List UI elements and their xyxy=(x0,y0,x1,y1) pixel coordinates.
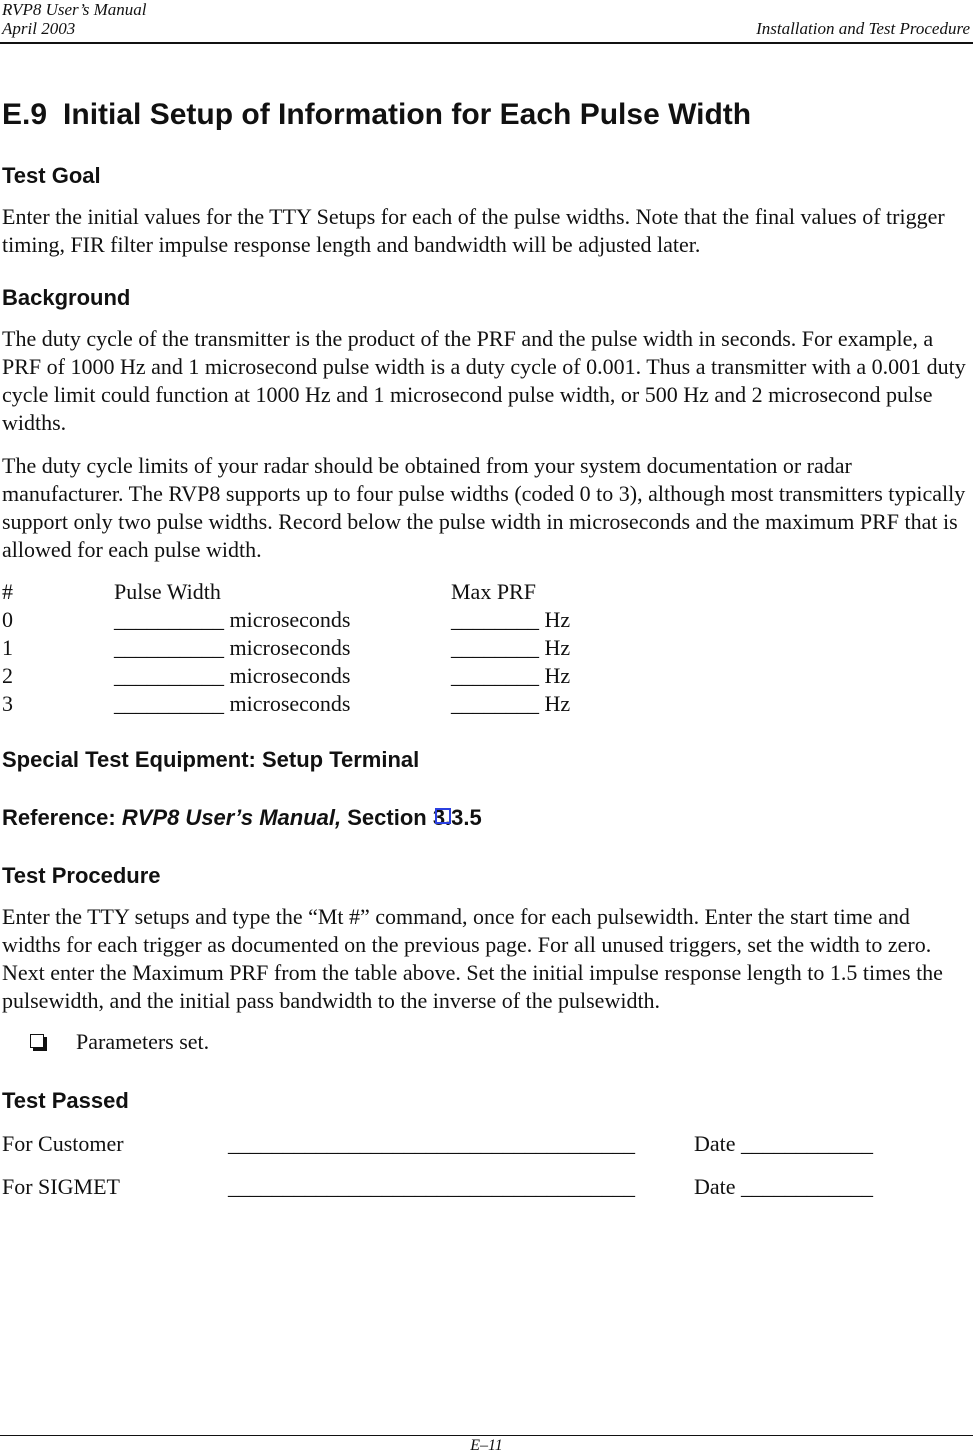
test-goal-text: Enter the initial values for the TTY Setups for each of the pulse widths. Note that the final values of trigger timing, FIR filter impulse response length and bandwidth will be adjusted later. xyxy=(2,204,945,257)
reference-heading xyxy=(2,805,972,831)
max-prf-blank: ________ Hz xyxy=(451,607,571,632)
table-row xyxy=(2,662,702,690)
signature-row-customer xyxy=(2,1130,972,1158)
background-heading: Background xyxy=(2,285,131,310)
checkbox-icon[interactable] xyxy=(30,1034,44,1048)
section-title-text: Initial Setup of Information for Each Pulse Width xyxy=(63,98,752,131)
procedure-heading: Test Procedure xyxy=(2,863,161,888)
test-passed-heading: Test Passed xyxy=(2,1088,129,1113)
background-paragraph-1: The duty cycle of the transmitter is the product of the PRF and the pulse width in seconds. For example, a PRF of 1000 Hz and 1 microsecond pulse width is a duty cycle of 0.001. Thus a transmitter with a 0.001 duty cycle limit could function at 1000 Hz and 1 microsecond pulse width, or 500 Hz and 2 microsecond pulse widths. xyxy=(2,326,966,435)
row-index: 3 xyxy=(2,691,13,716)
equipment-heading: Special Test Equipment: Setup Terminal xyxy=(2,747,420,772)
table-header-pulse-width: Pulse Width xyxy=(114,579,221,604)
background-paragraph-2: The duty cycle limits of your radar should be obtained from your system documentation or radar manufacturer. The RVP8 supports up to four pulse widths (coded 0 to 3), although most transmitters typically support only two pulse widths. Record below the pulse width in microseconds and the maximum PRF that is allowed for each pulse width. xyxy=(2,453,966,562)
section-title xyxy=(2,96,972,134)
header-date: April 2003 xyxy=(2,19,76,38)
pulse-width-blank: __________ microseconds xyxy=(114,663,351,688)
reference-section xyxy=(347,805,482,830)
parameters-checklist-item xyxy=(2,1028,972,1056)
reference-section-text: Section 3.3.5 xyxy=(347,805,482,830)
reference-title: RVP8 User’s Manual, xyxy=(121,805,342,830)
row-index: 2 xyxy=(2,663,13,688)
signature-line: _____________________________________ xyxy=(228,1174,635,1199)
max-prf-blank: ________ Hz xyxy=(451,635,571,660)
signature-row-sigmet xyxy=(2,1173,972,1201)
procedure-text: Enter the TTY setups and type the “Mt #” command, once for each pulsewidth. Enter the start time and widths for each trigger as documented on the previous page. For all unused triggers, set the width to zero. Next enter the Maximum PRF from the table above. Set the initial impulse response length to 1.5 times the pulsewidth, and the initial pass bandwidth to the inverse of the pulsewidth. xyxy=(2,904,943,1013)
max-prf-blank: ________ Hz xyxy=(451,691,571,716)
signature-party: For Customer xyxy=(2,1131,124,1156)
row-index: 1 xyxy=(2,635,13,660)
pulse-width-blank: __________ microseconds xyxy=(114,635,351,660)
header-rule xyxy=(0,42,973,44)
selection-marker-icon[interactable] xyxy=(435,808,451,824)
footer-page-number: E–11 xyxy=(470,1437,503,1454)
table-row xyxy=(2,690,702,718)
table-header-row xyxy=(2,578,702,606)
header-manual-title: RVP8 User’s Manual xyxy=(2,0,147,19)
signature-party: For SIGMET xyxy=(2,1174,120,1199)
reference-label: Reference: xyxy=(2,805,116,830)
page-content xyxy=(2,96,972,1216)
section-number: E.9 xyxy=(2,98,48,131)
signature-date: Date ____________ xyxy=(694,1174,874,1199)
pulse-width-table xyxy=(2,578,972,718)
footer-rule xyxy=(0,1435,973,1436)
header-chapter: Installation and Test Procedure xyxy=(756,19,970,38)
test-goal-heading: Test Goal xyxy=(2,163,101,188)
table-row xyxy=(2,634,702,662)
signature-date: Date ____________ xyxy=(694,1131,874,1156)
max-prf-blank: ________ Hz xyxy=(451,663,571,688)
row-index: 0 xyxy=(2,607,13,632)
signature-line: _____________________________________ xyxy=(228,1131,635,1156)
table-header-max-prf: Max PRF xyxy=(451,579,536,604)
pulse-width-blank: __________ microseconds xyxy=(114,691,351,716)
header-manual-info xyxy=(2,0,147,38)
pulse-width-blank: __________ microseconds xyxy=(114,607,351,632)
checkbox-label: Parameters set. xyxy=(76,1029,210,1054)
table-header-number: # xyxy=(2,579,13,604)
table-row xyxy=(2,606,702,634)
